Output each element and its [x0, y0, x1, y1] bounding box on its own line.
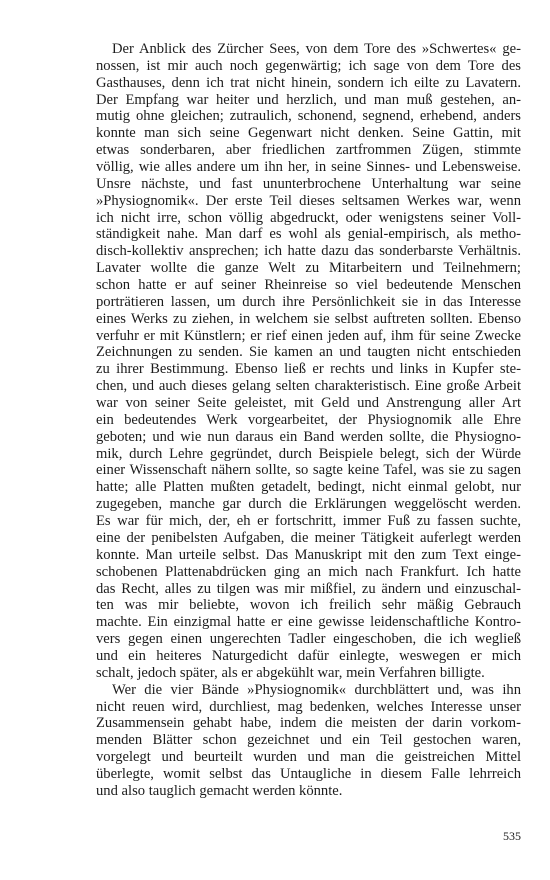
paragraph — [96, 41, 521, 682]
text-line: Der Anblick des Zürcher Sees, von dem Tore des »Schwertes« ge- — [112, 41, 521, 57]
text-line: verfuhr er mit Künstlern; er rief einen jeden auf, ihm für seine Zwecke — [96, 327, 521, 344]
text-line: disch-kollektiv ansprechen; ich hatte dazu das sonderbarste Verhältnis. — [96, 243, 521, 260]
text-line: vers gegen einen ungerechten Tadler eingeschoben, die ich wegließ — [96, 631, 521, 648]
text-line: Zusammensein gehabt habe, indem die meisten der darin vorkom- — [96, 715, 521, 732]
text-line: schalt, jedoch später, als er abgekühlt war, mein Verfahren billigte. — [96, 664, 485, 681]
text-line: nicht reuen wird, durchliest, mag bedenken, welches Interesse unser — [96, 698, 521, 715]
text-line: vorgelegt und beurteilt wurden und man die geistreichen Mittel — [96, 749, 521, 766]
text-line: hatte; alle Platten mußten getadelt, bedingt, nicht einmal gelobt, nur — [96, 479, 521, 496]
text-line: überlegte, womit selbst das Untaugliche in diesem Falle lehrreich — [96, 765, 521, 782]
text-line: und also tauglich gemacht werden könnte. — [96, 782, 343, 799]
text-line: nossen, ist mir auch noch gegenwärtig; ich sage von dem Tore des — [96, 57, 521, 74]
text-line: mik, durch Lehre gegründet, durch Beispiele belegt, sich der Würde — [96, 445, 521, 462]
text-line: Zeichnungen zu senden. Sie kamen an und taugten nicht entschieden — [96, 344, 521, 361]
text-line: ein bedeutendes Werk vorgearbeitet, der Physiognomik alle Ehre — [96, 411, 521, 428]
text-line: ich nicht irre, schon völlig abgedruckt, oder wenigstens seiner Voll- — [96, 209, 521, 226]
text-line: machte. Ein einzigmal hatte er eine gewisse leidenschaftliche Kontro- — [96, 614, 521, 631]
text-line: einer Wissenschaft nähern sollte, so sagte keine Tafel, was sie zu sagen — [96, 462, 521, 479]
text-line: mutig ohne gleichen; zutraulich, schonend, segnend, erhebend, anders — [96, 108, 521, 125]
text-line: eine der penibelsten Aufgaben, die meiner Tätigkeit auferlegt werden — [96, 529, 521, 546]
text-line: porträtieren lassen, um durch ihre Persönlichkeit sie in das Interesse — [96, 293, 521, 310]
text-line: Es war für mich, der, eh er fortschritt, immer Fuß zu fassen suchte, — [96, 513, 521, 530]
text-line: Wer die vier Bände »Physiognomik« durchblättert und, was ihn — [112, 681, 521, 698]
text-line: geboten; und wie nun daraus ein Band werden sollte, die Physiogno- — [96, 428, 521, 445]
text-line: völlig, wie alles andere um ihn her, in seine Sinnes- und Lebensweise. — [96, 159, 521, 176]
text-line: Gasthauses, denn ich trat nicht hinein, sondern ich eilte zu Lavatern. — [96, 74, 521, 91]
body-text — [96, 41, 521, 800]
text-line: konnte. Man urteile selbst. Das Manuskript mit den zum Text einge- — [96, 546, 521, 563]
paragraph — [96, 682, 521, 800]
text-line: zugegeben, manche gar durch die Erklärungen weggelöscht werden. — [96, 496, 521, 513]
text-line: »Physiognomik«. Der erste Teil dieses seltsamen Werkes war, wenn — [96, 192, 521, 209]
page-number: 535 — [503, 829, 521, 843]
text-line: und ein heiteres Naturgedicht dafür einlegte, weswegen er mich — [96, 647, 521, 664]
text-line: das Recht, alles zu tilgen was mir mißfiel, zu ändern und einzuschal- — [96, 580, 521, 597]
text-line: zu ihrer Bestimmung. Ebenso ließ er rechts und links in Kupfer ste- — [96, 361, 521, 378]
text-line: schon hatte er auf seiner Rheinreise so viel bedeutende Menschen — [96, 277, 521, 294]
text-line: ten was mir beliebte, wovon ich freilich sehr mäßig Gebrauch — [96, 597, 521, 614]
text-line: Unsre nächste, und fast ununterbrochene Unterhaltung war seine — [96, 175, 521, 192]
text-line: etwas sonderbaren, aber friedlichen zartfrommen Zügen, stimmte — [96, 142, 521, 159]
text-line: ständigkeit nahe. Man darf es wohl als genial-empirisch, als metho- — [96, 226, 521, 243]
text-line: schobenen Plattenabdrücken ging an mich nach Frankfurt. Ich hatte — [96, 563, 521, 580]
text-line: war von seiner Seite geleistet, mit Geld und Anstrengung aller Art — [96, 395, 521, 412]
text-line: Der Empfang war heiter und herzlich, und man muß gestehen, an- — [96, 91, 521, 108]
text-line: konnte man sich seine Gegenwart nicht denken. Seine Gattin, mit — [96, 125, 521, 142]
text-line: eines Werks zu ziehen, in welchem sie selbst auftreten sollten. Ebenso — [96, 310, 521, 327]
text-line: menden Blätter schon gezeichnet und ein Teil gestochen waren, — [96, 732, 521, 749]
text-line: chen, und auch dieses gelang selten charakteristisch. Eine große Arbeit — [96, 378, 521, 395]
text-line: Lavater wollte die ganze Welt zu Mitarbeitern und Teilnehmern; — [96, 260, 521, 277]
